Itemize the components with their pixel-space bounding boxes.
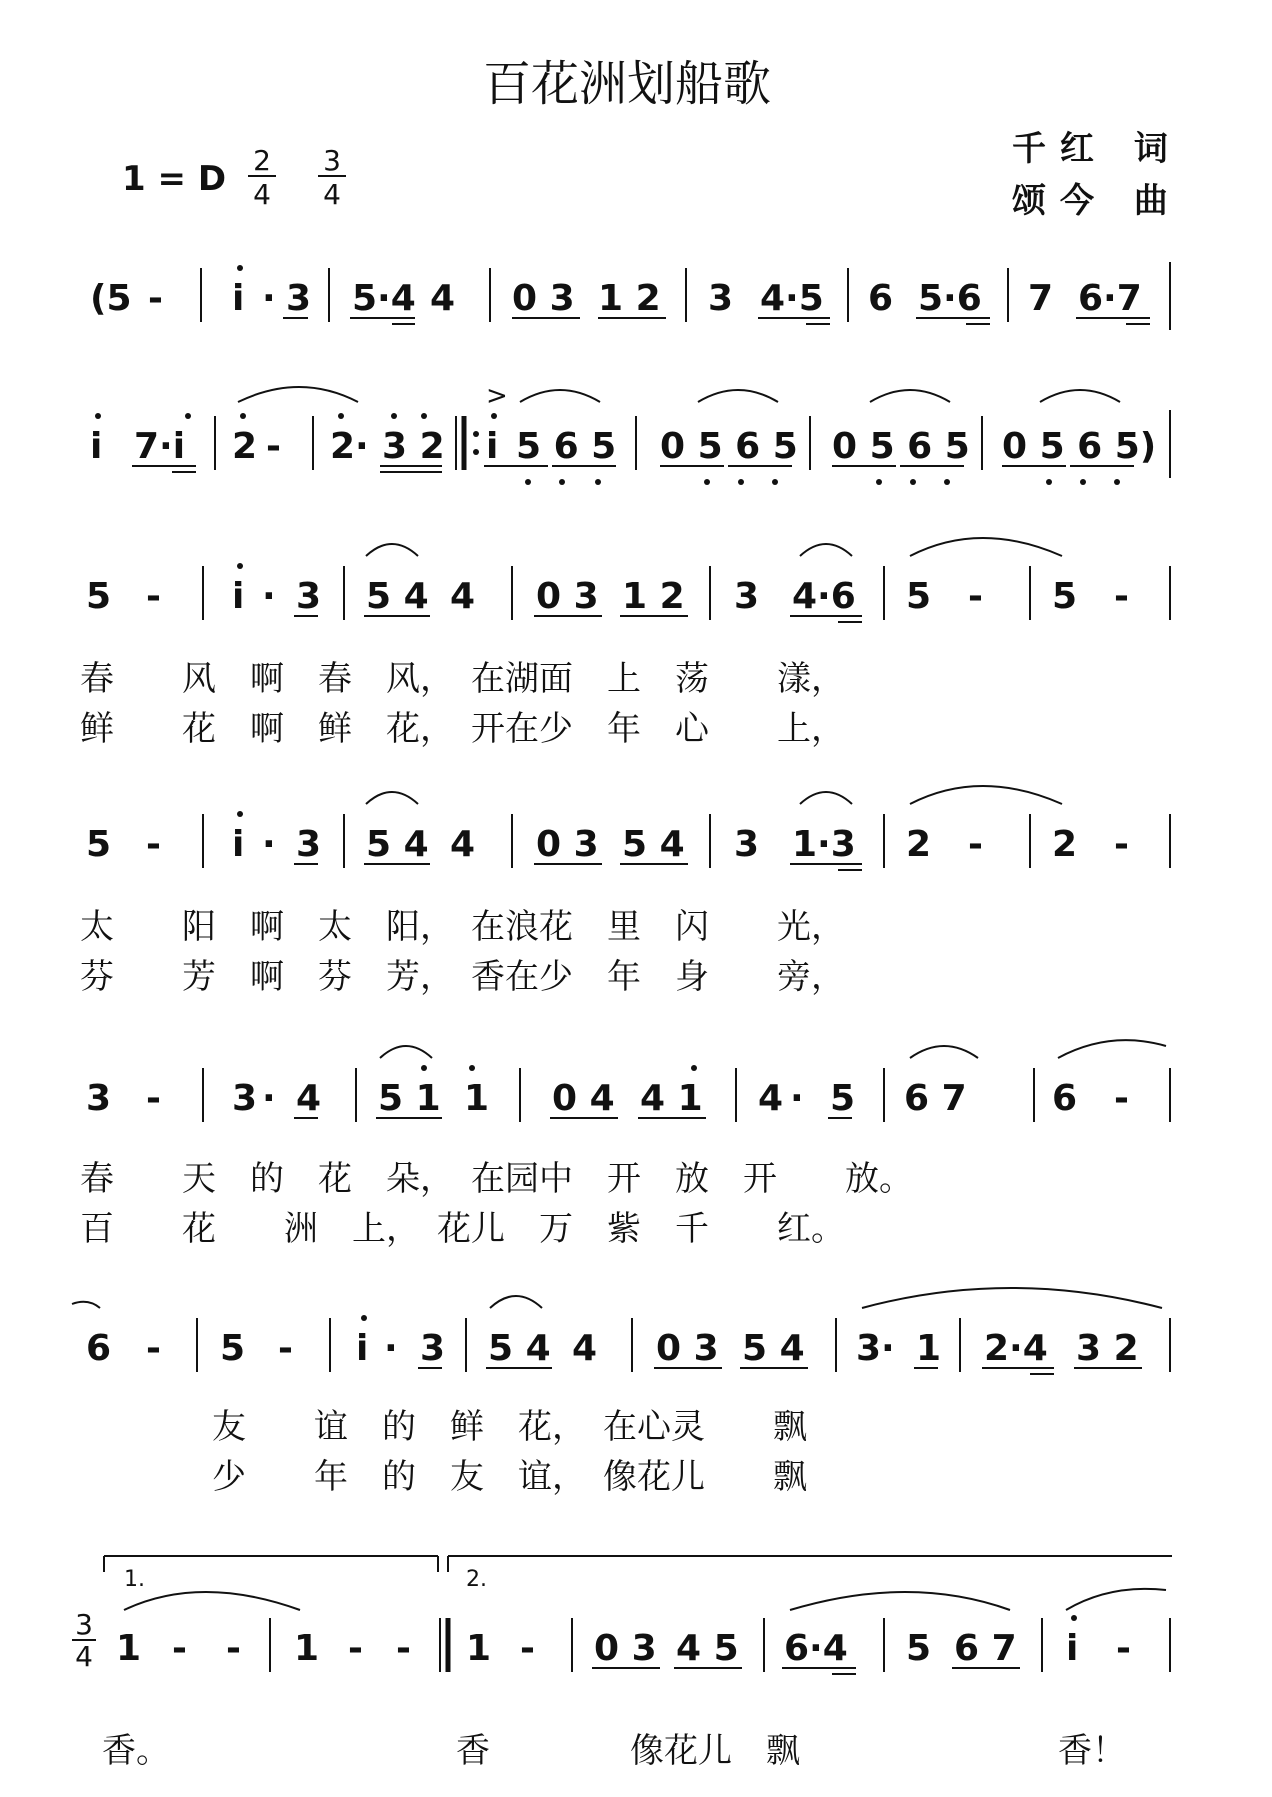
svg-text:5: 5 [86,824,112,865]
svg-text:-: - [348,1628,363,1669]
svg-text:-: - [146,824,161,865]
svg-text:4 5: 4 5 [676,1628,739,1669]
svg-text:2: 2 [232,426,258,467]
svg-text:5: 5 [906,576,932,617]
svg-text:2: 2 [253,144,271,177]
svg-text:4: 4 [323,178,341,211]
lyrics-line-6-verse-1: 友 谊 的 鲜 花， 在心灵 飘 [212,1407,807,1447]
svg-text:i: i [232,576,245,617]
svg-text:-: - [172,1628,187,1669]
svg-text:-: - [146,1328,161,1369]
svg-text:6: 6 [1052,1078,1078,1119]
svg-text:4·6: 4·6 [792,576,856,617]
svg-text:5 1: 5 1 [378,1078,441,1119]
time-signature-2-4 [248,144,276,211]
svg-text:-: - [146,576,161,617]
svg-text:1: 1 [116,1628,142,1669]
svg-text:·: · [262,576,276,617]
svg-text:0 3: 0 3 [656,1328,719,1369]
time-signature-3-4 [318,144,346,211]
svg-text:1: 1 [916,1328,942,1369]
svg-text:2: 2 [1052,824,1078,865]
svg-text:·: · [790,1078,804,1119]
svg-text:6: 6 [868,278,894,319]
svg-text:3: 3 [232,1078,258,1119]
svg-text:4: 4 [253,178,271,211]
svg-text:·: · [384,1328,398,1369]
svg-text:-: - [278,1328,293,1369]
score-line-6 [72,1288,1170,1497]
lyricist-credit: 千红 词 [1012,129,1182,169]
svg-text:0 4: 0 4 [552,1078,615,1119]
svg-text:-: - [968,576,983,617]
svg-text:3: 3 [323,144,341,177]
svg-text:1·3: 1·3 [792,824,856,865]
svg-text:5 6 5: 5 6 5 [516,426,617,467]
svg-text:4: 4 [572,1328,598,1369]
svg-text:i: i [232,278,245,319]
score-line-4 [80,786,1170,997]
svg-text:4 1: 4 1 [640,1078,703,1119]
svg-text:-: - [1114,824,1129,865]
svg-text:4: 4 [450,576,476,617]
svg-text:5: 5 [220,1328,246,1369]
svg-text:5 4: 5 4 [366,576,429,617]
svg-text:5: 5 [86,576,112,617]
svg-text:·: · [262,278,276,319]
svg-text:i: i [90,426,103,467]
notes-line-5 [86,1040,1170,1122]
svg-text:-: - [396,1628,411,1669]
svg-text:-: - [148,278,163,319]
notes-line-7 [116,1589,1170,1674]
svg-text:5·6: 5·6 [918,278,982,319]
svg-text:0 3: 0 3 [536,576,599,617]
svg-text:-: - [266,426,281,467]
time-change-3-4 [72,1608,96,1673]
lyrics-line-4-verse-2: 芬 芳 啊 芬 芳， 香在少 年 身 旁， [80,957,845,997]
svg-text:7: 7 [1028,278,1054,319]
svg-text:5: 5 [906,1628,932,1669]
svg-text:4: 4 [296,1078,322,1119]
svg-text:4: 4 [450,824,476,865]
svg-text:>: > [486,381,508,411]
svg-text:·: · [262,824,276,865]
svg-text:1 2: 1 2 [622,576,685,617]
svg-text:i: i [486,426,499,467]
svg-text:1: 1 [464,1078,490,1119]
svg-text:-: - [1114,576,1129,617]
notes-line-3 [86,538,1170,622]
svg-text:3·: 3· [856,1328,895,1369]
svg-text:6·4: 6·4 [784,1628,848,1669]
svg-text:5: 5 [1052,576,1078,617]
svg-text:5·4: 5·4 [352,278,416,319]
svg-text:4: 4 [75,1640,93,1673]
lyrics-line-3-verse-2: 鲜 花 啊 鲜 花， 开在少 年 心 上， [80,709,845,749]
notes-line-1 [90,262,1170,330]
svg-text:5 4: 5 4 [488,1328,551,1369]
svg-text:-: - [1114,1078,1129,1119]
svg-text:i: i [356,1328,369,1369]
svg-text:i: i [1066,1628,1079,1669]
lyrics-line-5-verse-1: 春 天 的 花 朵， 在园中 开 放 开 放。 [80,1159,913,1199]
svg-text:0 3: 0 3 [594,1628,657,1669]
svg-text:5 4: 5 4 [742,1328,805,1369]
svg-text:2·4: 2·4 [984,1328,1048,1369]
svg-text:6: 6 [86,1328,112,1369]
svg-text:6·7: 6·7 [1078,278,1142,319]
lyrics-line-7-d: 香！ [1058,1731,1126,1771]
lyrics-line-7-b: 香 [456,1731,490,1771]
svg-text:0 3: 0 3 [512,278,575,319]
svg-text:1: 1 [294,1628,320,1669]
svg-text:3: 3 [296,824,322,865]
svg-text:2: 2 [906,824,932,865]
score-line-3 [80,538,1170,749]
svg-text:3: 3 [86,1078,112,1119]
notes-line-2 [90,381,1170,485]
svg-text:1 2: 1 2 [598,278,661,319]
composer-credit: 颂今 曲 [1012,181,1182,221]
svg-text:0 5 6 5: 0 5 6 5 [832,426,970,467]
lyrics-line-7-c: 像花儿 飘 [630,1731,800,1771]
svg-text:-: - [1116,1628,1131,1669]
score-line-5 [80,1040,1170,1249]
volta-1-label: 1. [124,1567,145,1592]
svg-text:5 4: 5 4 [622,824,685,865]
svg-text:3: 3 [734,576,760,617]
svg-text:0 5 6 5: 0 5 6 5 [660,426,798,467]
notes-line-4 [86,786,1170,870]
svg-text:4: 4 [758,1078,784,1119]
lyrics-line-4-verse-1: 太 阳 啊 太 阳， 在浪花 里 闪 光， [80,907,845,947]
svg-text:4: 4 [430,278,456,319]
svg-text:0 5 6 5): 0 5 6 5) [1002,426,1157,467]
svg-text:7·i: 7·i [134,426,186,467]
svg-text:5: 5 [830,1078,856,1119]
lyrics-line-3-verse-1: 春 风 啊 春 风， 在湖面 上 荡 漾， [80,659,845,699]
svg-text:3: 3 [708,278,734,319]
svg-text:-: - [520,1628,535,1669]
svg-text:-: - [968,824,983,865]
svg-text:5 4: 5 4 [366,824,429,865]
svg-text:·: · [262,1078,276,1119]
svg-text:3: 3 [75,1608,93,1641]
lyrics-line-7-a: 香。 [102,1731,170,1771]
score-line-2 [90,381,1170,485]
volta-1 [104,1556,438,1592]
volta-2-label: 2. [466,1567,487,1592]
svg-text:1: 1 [466,1628,492,1669]
svg-text:3: 3 [296,576,322,617]
svg-text:3: 3 [420,1328,446,1369]
volta-2 [448,1556,1172,1592]
svg-text:-: - [146,1078,161,1119]
svg-text:(5: (5 [90,278,132,319]
lyrics-line-5-verse-2: 百 花 洲 上， 花儿 万 紫 千 红。 [80,1209,845,1249]
svg-text:3: 3 [286,278,312,319]
svg-text:i: i [232,824,245,865]
svg-text:3 2: 3 2 [382,426,445,467]
song-title: 百花洲划船歌 [482,56,772,112]
lyrics-line-6-verse-2: 少 年 的 友 谊， 像花儿 飘 [212,1457,807,1497]
score-line-7 [72,1556,1172,1771]
key-signature: 1 = D [122,159,227,199]
svg-text:3 2: 3 2 [1076,1328,1139,1369]
svg-text:4·5: 4·5 [760,278,824,319]
svg-text:6 7: 6 7 [954,1628,1017,1669]
svg-text:6 7: 6 7 [904,1078,967,1119]
notes-line-6 [72,1288,1170,1374]
svg-text:2·: 2· [330,426,369,467]
svg-text:-: - [226,1628,241,1669]
svg-text:0 3: 0 3 [536,824,599,865]
svg-text:3: 3 [734,824,760,865]
score-line-1 [90,262,1170,330]
